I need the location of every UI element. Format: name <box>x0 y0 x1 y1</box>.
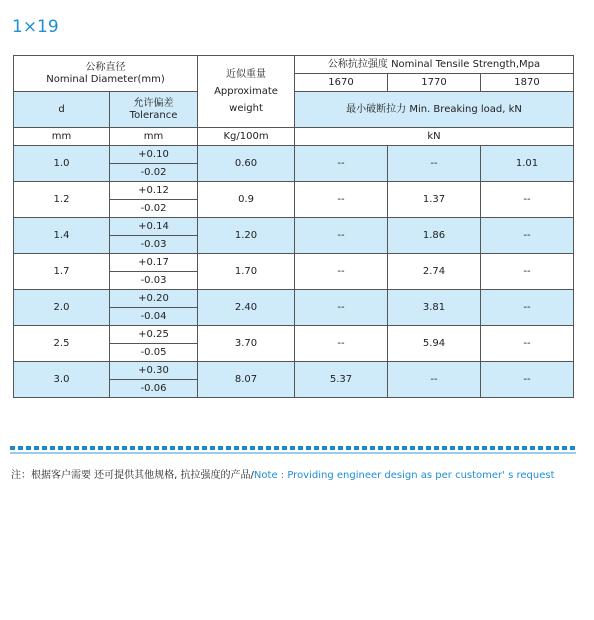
load-1870-cell: -- <box>481 218 574 254</box>
tolerance-en: Tolerance <box>129 109 178 121</box>
load-1770-cell: 2.74 <box>388 254 481 290</box>
grade-1770: 1770 <box>388 74 481 92</box>
weight-cell: 1.20 <box>198 218 295 254</box>
weight-cell: 2.40 <box>198 290 295 326</box>
load-1770-cell: -- <box>388 146 481 182</box>
weight-cn: 近似重量 <box>226 69 267 80</box>
load-1870-cell: -- <box>481 326 574 362</box>
load-1770-cell: 1.86 <box>388 218 481 254</box>
table-row <box>14 182 574 200</box>
weight-en-1: Approximate <box>214 86 278 97</box>
nominal-diameter-en: Nominal Diameter(mm) <box>46 73 165 85</box>
tolerance-minus-cell: -0.03 <box>110 236 198 254</box>
tolerance-plus-cell: +0.17 <box>110 254 198 272</box>
weight-cell: 8.07 <box>198 362 295 398</box>
tensile-strength-en: Nominal Tensile Strength,Mpa <box>391 58 541 70</box>
tolerance-plus-cell: +0.14 <box>110 218 198 236</box>
tolerance-minus-cell: -0.06 <box>110 380 198 398</box>
load-1870-cell: -- <box>481 254 574 290</box>
unit-weight: Kg/100m <box>198 128 295 146</box>
load-1870-cell: 1.01 <box>481 146 574 182</box>
footnote-separator: / <box>250 470 254 481</box>
nominal-diameter-header <box>14 56 198 92</box>
tolerance-plus-cell: +0.12 <box>110 182 198 200</box>
table-row <box>14 218 574 236</box>
load-1670-cell: -- <box>295 218 388 254</box>
load-1670-cell: -- <box>295 326 388 362</box>
tolerance-minus-cell: -0.04 <box>110 308 198 326</box>
diameter-cell: 1.7 <box>14 254 110 290</box>
decorative-divider <box>10 446 576 455</box>
diameter-cell: 1.4 <box>14 218 110 254</box>
load-1670-cell: -- <box>295 254 388 290</box>
table-row <box>14 362 574 380</box>
table-row <box>14 146 574 164</box>
tolerance-header <box>110 92 198 128</box>
grade-1870: 1870 <box>481 74 574 92</box>
diameter-cell: 2.0 <box>14 290 110 326</box>
tolerance-minus-cell: -0.03 <box>110 272 198 290</box>
weight-cell: 0.9 <box>198 182 295 218</box>
unit-d: mm <box>14 128 110 146</box>
tolerance-plus-cell: +0.10 <box>110 146 198 164</box>
footnote <box>11 466 555 481</box>
tolerance-cn: 允许偏差 <box>133 97 174 109</box>
unit-load: kN <box>295 128 574 146</box>
weight-header <box>198 56 295 128</box>
load-1870-cell: -- <box>481 362 574 398</box>
weight-cell: 3.70 <box>198 326 295 362</box>
diameter-cell: 1.0 <box>14 146 110 182</box>
load-1870-cell: -- <box>481 182 574 218</box>
load-1670-cell: -- <box>295 290 388 326</box>
tolerance-minus-cell: -0.05 <box>110 344 198 362</box>
diameter-cell: 1.2 <box>14 182 110 218</box>
load-1670-cell: 5.37 <box>295 362 388 398</box>
diameter-cell: 3.0 <box>14 362 110 398</box>
table-row <box>14 290 574 308</box>
tolerance-plus-cell: +0.30 <box>110 362 198 380</box>
table-row <box>14 326 574 344</box>
load-1770-cell: 1.37 <box>388 182 481 218</box>
spec-table <box>13 55 574 398</box>
nominal-diameter-cn: 公称直径 <box>85 61 126 73</box>
tolerance-minus-cell: -0.02 <box>110 164 198 182</box>
load-1770-cell: 3.81 <box>388 290 481 326</box>
weight-cell: 0.60 <box>198 146 295 182</box>
weight-en-2: weight <box>229 103 263 114</box>
page-title: 1×19 <box>12 17 59 37</box>
grade-1670: 1670 <box>295 74 388 92</box>
diameter-cell: 2.5 <box>14 326 110 362</box>
tolerance-plus-cell: +0.20 <box>110 290 198 308</box>
breaking-load-header: 最小破断拉力 Min. Breaking load, kN <box>295 92 574 128</box>
tensile-strength-cn: 公称抗拉强度 <box>327 58 388 70</box>
load-1770-cell: -- <box>388 362 481 398</box>
table-row <box>14 254 574 272</box>
footnote-cn: 注：根据客户需要 还可提供其他规格, 抗拉强度的产品 <box>11 470 251 481</box>
tensile-strength-header <box>295 56 574 74</box>
load-1670-cell: -- <box>295 182 388 218</box>
unit-tolerance: mm <box>110 128 198 146</box>
load-1870-cell: -- <box>481 290 574 326</box>
weight-cell: 1.70 <box>198 254 295 290</box>
tolerance-minus-cell: -0.02 <box>110 200 198 218</box>
tolerance-plus-cell: +0.25 <box>110 326 198 344</box>
load-1770-cell: 5.94 <box>388 326 481 362</box>
d-header: d <box>14 92 110 128</box>
load-1670-cell: -- <box>295 146 388 182</box>
footnote-en: Note : Providing engineer design as per customer' s request <box>253 470 555 481</box>
